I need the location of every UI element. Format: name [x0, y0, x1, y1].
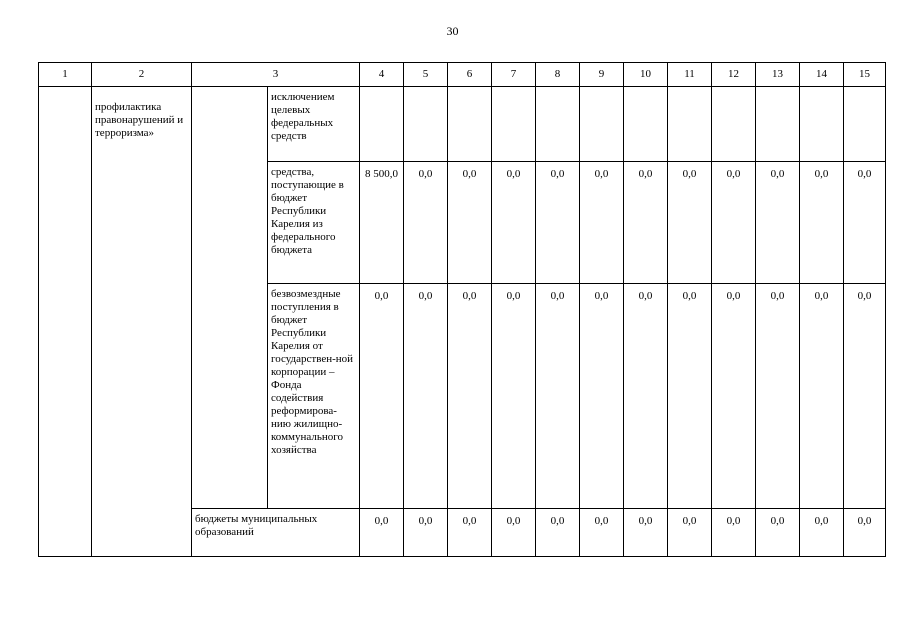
- funding-source-cell: исключением целевых федеральных средств: [268, 87, 360, 162]
- page-number: 30: [446, 24, 459, 38]
- header-cell: 2: [92, 63, 192, 87]
- value-cell: 0,0: [404, 162, 448, 284]
- header-cell: 10: [624, 63, 668, 87]
- value-cell: 0,0: [668, 284, 712, 509]
- header-cell: 8: [536, 63, 580, 87]
- value-cell: [756, 87, 800, 162]
- col1-cell: [39, 87, 92, 557]
- value-cell: [404, 87, 448, 162]
- value-cell: 0,0: [580, 284, 624, 509]
- value-cell: [712, 87, 756, 162]
- value-cell: [668, 87, 712, 162]
- value-cell: 0,0: [624, 284, 668, 509]
- value-cell: 0,0: [712, 509, 756, 557]
- header-cell: 15: [844, 63, 886, 87]
- value-cell: 0,0: [712, 284, 756, 509]
- header-row: [39, 63, 886, 87]
- program-name-cell: профилактика правонарушений и терроризма»: [92, 87, 192, 557]
- header-cell: 9: [580, 63, 624, 87]
- value-cell: 0,0: [844, 509, 886, 557]
- header-cell: 6: [448, 63, 492, 87]
- value-cell: [800, 87, 844, 162]
- value-cell: [624, 87, 668, 162]
- value-cell: 0,0: [536, 284, 580, 509]
- header-cell: 13: [756, 63, 800, 87]
- value-cell: 0,0: [360, 284, 404, 509]
- value-cell: 0,0: [624, 162, 668, 284]
- value-cell: 0,0: [404, 509, 448, 557]
- value-cell: 0,0: [800, 284, 844, 509]
- funding-source-cell: безвозмездные поступления в бюджет Республики Карелия от государствен-ной корпорации – Фонда содействия реформирова-нию жилищно-коммунального хозяйства: [268, 284, 360, 509]
- value-cell: [360, 87, 404, 162]
- header-cell: 1: [39, 63, 92, 87]
- value-cell: 0,0: [492, 509, 536, 557]
- value-cell: 0,0: [448, 284, 492, 509]
- value-cell: 0,0: [580, 509, 624, 557]
- value-cell: [580, 87, 624, 162]
- value-cell: 0,0: [492, 284, 536, 509]
- value-cell: 0,0: [844, 162, 886, 284]
- value-cell: 8 500,0: [360, 162, 404, 284]
- value-cell: 0,0: [668, 162, 712, 284]
- header-cell: 5: [404, 63, 448, 87]
- value-cell: 0,0: [800, 509, 844, 557]
- value-cell: 0,0: [536, 162, 580, 284]
- value-cell: 0,0: [756, 162, 800, 284]
- col3-indent-cell: [192, 87, 268, 509]
- funding-source-cell: бюджеты муниципальных образований: [192, 509, 360, 557]
- header-cell: 14: [800, 63, 844, 87]
- value-cell: [536, 87, 580, 162]
- value-cell: [844, 87, 886, 162]
- header-cell: 3: [192, 63, 360, 87]
- value-cell: 0,0: [360, 509, 404, 557]
- header-cell: 4: [360, 63, 404, 87]
- value-cell: 0,0: [800, 162, 844, 284]
- value-cell: 0,0: [492, 162, 536, 284]
- value-cell: 0,0: [756, 284, 800, 509]
- value-cell: [448, 87, 492, 162]
- value-cell: 0,0: [580, 162, 624, 284]
- value-cell: [492, 87, 536, 162]
- value-cell: 0,0: [404, 284, 448, 509]
- header-cell: 11: [668, 63, 712, 87]
- value-cell: 0,0: [448, 162, 492, 284]
- value-cell: 0,0: [668, 509, 712, 557]
- value-cell: 0,0: [536, 509, 580, 557]
- value-cell: 0,0: [712, 162, 756, 284]
- value-cell: 0,0: [756, 509, 800, 557]
- budget-table: [38, 62, 886, 557]
- funding-source-cell: средства, поступающие в бюджет Республики Карелия из федерального бюджета: [268, 162, 360, 284]
- header-cell: 12: [712, 63, 756, 87]
- value-cell: 0,0: [624, 509, 668, 557]
- table-row: [39, 87, 886, 162]
- value-cell: 0,0: [844, 284, 886, 509]
- header-cell: 7: [492, 63, 536, 87]
- value-cell: 0,0: [448, 509, 492, 557]
